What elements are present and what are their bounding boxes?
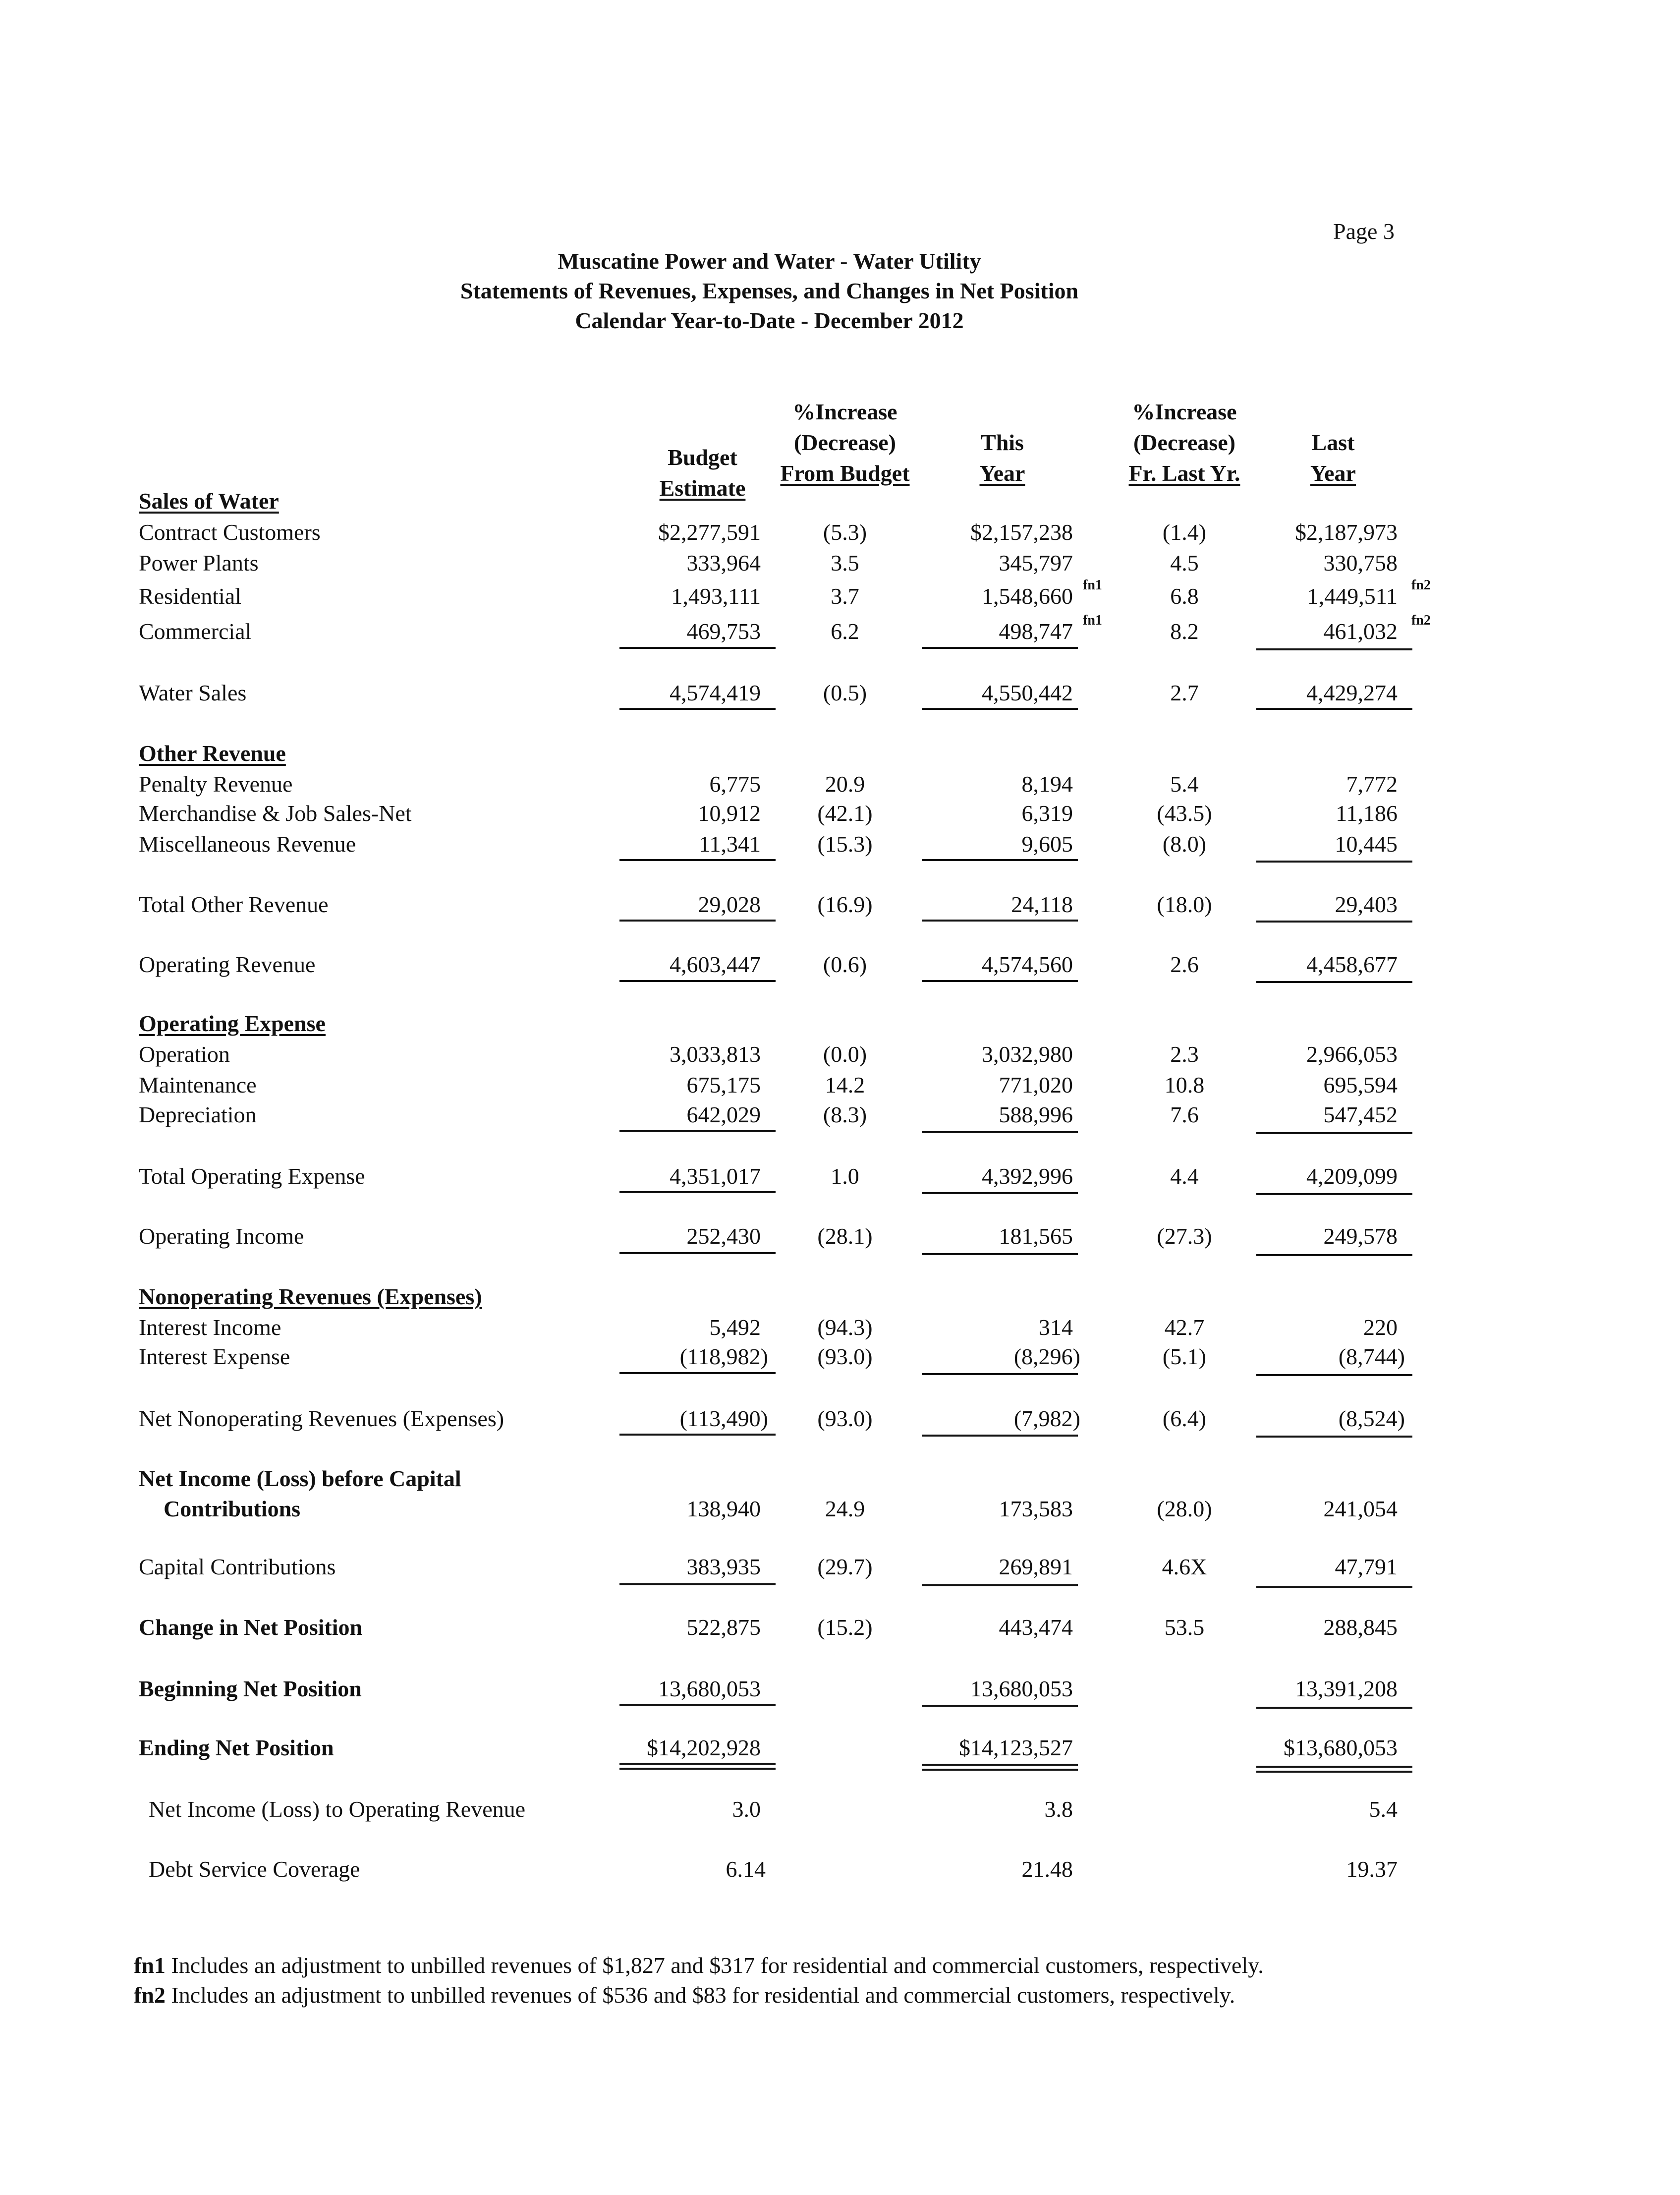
footnote-fn1: fn1 Includes an adjustment to unbilled revenues of $1,827 and $317 for residential and commercial customers, respectively. — [134, 1953, 1264, 1978]
subtotal-rule — [1256, 648, 1412, 650]
total-rule — [619, 1191, 776, 1193]
subtotal-rule — [922, 1373, 1078, 1375]
total-rule — [922, 1705, 1078, 1707]
subtotal-rule — [922, 859, 1078, 861]
table-row-merchandise-job-sales: Merchandise & Job Sales-Net 10,912 (42.1) 6,319 (43.5) 11,186 — [139, 801, 1398, 826]
table-row-operating-revenue: Operating Revenue 4,603,447 (0.6) 4,574,560 2.6 4,458,677 — [139, 952, 1398, 977]
table-row-interest-income: Interest Income 5,492 (94.3) 314 42.7 220 — [139, 1315, 1398, 1340]
footnote-marker-fn2: fn2 — [1411, 578, 1431, 593]
report-subtitle: Statements of Revenues, Expenses, and Changes in Net Position — [460, 278, 1079, 303]
section-operating-expense: Operating Expense — [139, 1011, 326, 1036]
total-rule — [1256, 921, 1412, 923]
section-nonoperating: Nonoperating Revenues (Expenses) — [139, 1284, 482, 1309]
table-row-net-income-to-operating-revenue: Net Income (Loss) to Operating Revenue 3.0 3.8 5.4 — [149, 1796, 1398, 1822]
total-rule — [1256, 981, 1412, 983]
section-other-revenue: Other Revenue — [139, 741, 286, 766]
table-row-power-plants: Power Plants 333,964 3.5 345,797 4.5 330,758 — [139, 550, 1398, 576]
total-rule — [922, 708, 1078, 710]
total-rule — [619, 1434, 776, 1436]
table-row-total-other-revenue: Total Other Revenue 29,028 (16.9) 24,118 (18.0) 29,403 — [139, 892, 1398, 917]
table-row-maintenance: Maintenance 675,175 14.2 771,020 10.8 695,594 — [139, 1072, 1398, 1098]
total-rule — [1256, 1707, 1412, 1709]
subtotal-rule — [619, 1130, 776, 1132]
table-row-penalty-revenue: Penalty Revenue 6,775 20.9 8,194 5.4 7,772 — [139, 771, 1398, 797]
table-row-ending-net-position: Ending Net Position $14,202,928 $14,123,527 $13,680,053 — [139, 1735, 1398, 1760]
page-number: Page 3 — [1333, 219, 1395, 244]
total-rule — [1256, 1254, 1412, 1256]
total-rule — [1256, 1436, 1412, 1438]
table-row-net-income-before-cc-label: Net Income (Loss) before Capital — [139, 1466, 461, 1491]
table-row-total-operating-expense: Total Operating Expense 4,351,017 1.0 4,392,996 4.4 4,209,099 — [139, 1163, 1398, 1189]
total-rule — [619, 1583, 776, 1585]
total-rule — [1256, 1586, 1412, 1588]
total-rule — [922, 1253, 1078, 1255]
footnote-fn2: fn2 Includes an adjustment to unbilled revenues of $536 and $83 for residential and commercial customers, respectively. — [134, 1982, 1235, 2008]
header-last-year: Last Year — [1310, 430, 1356, 486]
header-this-year: This Year — [979, 430, 1025, 486]
report-period: Calendar Year-to-Date - December 2012 — [575, 308, 964, 333]
table-row-water-sales: Water Sales 4,574,419 (0.5) 4,550,442 2.7 4,429,274 — [139, 680, 1398, 705]
subtotal-rule — [922, 647, 1078, 649]
footnote-marker-fn1: fn1 — [1083, 613, 1102, 628]
table-row-net-nonoperating: Net Nonoperating Revenues (Expenses) (113,490) (93.0) (7,982) (6.4) (8,524) — [139, 1406, 1405, 1431]
table-row-operation: Operation 3,033,813 (0.0) 3,032,980 2.3 2,966,053 — [139, 1041, 1398, 1067]
subtotal-rule — [619, 647, 776, 649]
total-rule — [922, 1435, 1078, 1437]
table-row-operating-income: Operating Income 252,430 (28.1) 181,565 (27.3) 249,578 — [139, 1223, 1398, 1249]
table-row-change-in-net-position: Change in Net Position 522,875 (15.2) 443,474 53.5 288,845 — [139, 1615, 1398, 1640]
subtotal-rule — [1256, 1132, 1412, 1134]
subtotal-rule — [922, 1131, 1078, 1133]
table-row-miscellaneous-revenue: Miscellaneous Revenue 11,341 (15.3) 9,605 (8.0) 10,445 — [139, 831, 1398, 857]
total-rule — [619, 1704, 776, 1706]
total-rule — [922, 1584, 1078, 1586]
header-pct-from-budget: %Increase (Decrease) From Budget — [780, 399, 910, 486]
double-total-rule — [922, 1764, 1078, 1771]
total-rule — [619, 980, 776, 982]
table-row-beginning-net-position: Beginning Net Position 13,680,053 13,680,053 13,391,208 — [139, 1676, 1398, 1701]
table-row-debt-service-coverage: Debt Service Coverage 6.14 21.48 19.37 — [149, 1856, 1398, 1882]
double-total-rule — [619, 1763, 776, 1770]
table-row-depreciation: Depreciation 642,029 (8.3) 588,996 7.6 547,452 — [139, 1102, 1398, 1127]
double-total-rule — [1256, 1766, 1412, 1773]
report-title: Muscatine Power and Water - Water Utility — [558, 248, 981, 274]
footnote-marker-fn1: fn1 — [1083, 578, 1102, 593]
subtotal-rule — [1256, 1374, 1412, 1376]
subtotal-rule — [619, 859, 776, 861]
total-rule — [619, 1252, 776, 1254]
total-rule — [922, 980, 1078, 982]
table-row-capital-contributions: Capital Contributions 383,935 (29.7) 269,891 4.6X 47,791 — [139, 1554, 1398, 1579]
table-row-residential: Residential 1,493,111 3.7 1,548,660 fn1 6.8 1,449,511 fn2 — [139, 578, 1431, 609]
header-budget-estimate: Budget Estimate — [659, 445, 746, 501]
header-pct-from-last-year: %Increase (Decrease) Fr. Last Yr. — [1128, 399, 1240, 486]
subtotal-rule — [619, 1372, 776, 1374]
total-rule — [1256, 1193, 1412, 1195]
total-rule — [922, 920, 1078, 922]
total-rule — [619, 920, 776, 922]
total-rule — [1256, 708, 1412, 710]
total-rule — [619, 708, 776, 710]
footnote-marker-fn2: fn2 — [1411, 613, 1431, 628]
table-row-commercial: Commercial 469,753 6.2 498,747 fn1 8.2 461,032 fn2 — [139, 613, 1431, 644]
subtotal-rule — [1256, 861, 1412, 863]
table-row-interest-expense: Interest Expense (118,982) (93.0) (8,296) (5.1) (8,744) — [139, 1344, 1405, 1369]
total-rule — [922, 1192, 1078, 1194]
table-row-contract-customers: Contract Customers $2,277,591 (5.3) $2,157,238 (1.4) $2,187,973 — [139, 520, 1398, 545]
table-row-net-income-before-cc: Contributions 138,940 24.9 173,583 (28.0) 241,054 — [164, 1496, 1398, 1521]
section-sales-of-water: Sales of Water — [139, 488, 279, 514]
